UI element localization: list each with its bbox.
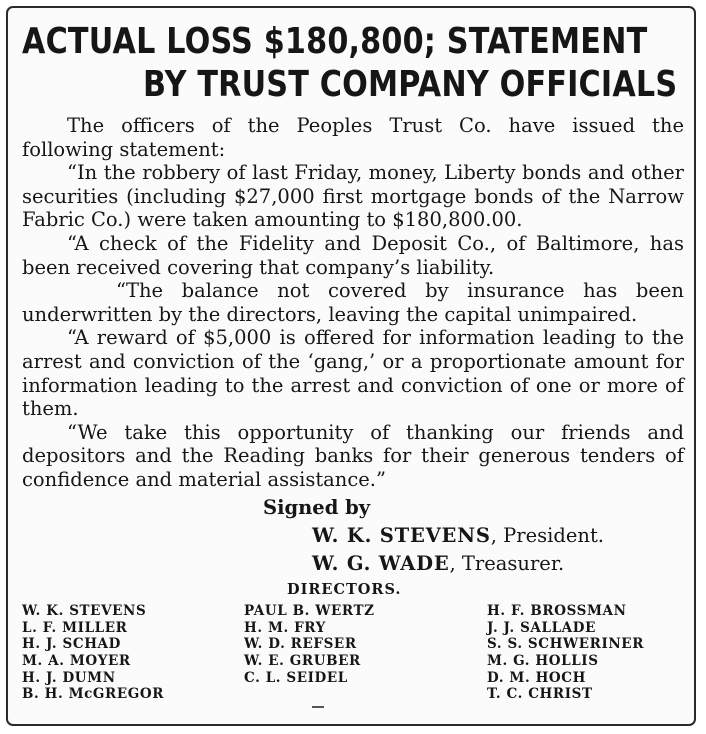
print-mark	[312, 706, 324, 708]
paragraph-check: “A check of the Fidelity and Deposit Co., of Baltimore, has been received covering that company’s liability.	[22, 231, 684, 279]
director-name: W. K. STEVENS	[22, 603, 147, 619]
director-name: H. J. SCHAD	[22, 636, 121, 653]
director-name: S. S. SCHWERINER	[487, 636, 645, 653]
director-name: L. F. MILLER	[22, 619, 128, 636]
director-name: H. F. BROSSMAN	[487, 603, 627, 619]
director-name: M. A. MOYER	[22, 653, 131, 670]
directors-heading: DIRECTORS.	[287, 581, 402, 598]
signatory-name: W. G. WADE	[312, 552, 450, 575]
signatory-name: W. K. STEVENS	[312, 524, 491, 547]
signed-by-label: Signed by	[263, 496, 371, 519]
director-name: PAUL B. WERTZ	[244, 603, 375, 619]
directors-column-1	[22, 603, 164, 703]
director-name: H. M. FRY	[244, 619, 326, 636]
paragraph-balance: “The balance not covered by insurance has been underwritten by the directors, leaving the capital unimpaired.	[22, 279, 684, 326]
director-name: M. G. HOLLIS	[487, 653, 599, 670]
director-name: T. C. CHRIST	[487, 686, 593, 703]
director-name: H. J. DUMN	[22, 669, 116, 686]
signatory-title: , Treasurer.	[449, 552, 565, 575]
director-name: W. E. GRUBER	[244, 653, 361, 670]
director-name: D. M. HOCH	[487, 669, 586, 686]
director-name: C. L. SEIDEL	[244, 669, 348, 686]
paragraph-intro: The officers of the Peoples Trust Co. have issued the following statement:	[22, 114, 684, 161]
article-body	[22, 114, 684, 492]
director-name: J. J. SALLADE	[487, 619, 596, 636]
paragraph-thanks: “We take this opportunity of thanking our friends and depositors and the Reading banks for their generous tenders of confidence and material assistance.”	[22, 420, 684, 491]
directors-column-3	[487, 603, 644, 703]
headline-line-2: BY TRUST COMPANY OFFICIALS	[143, 64, 678, 105]
director-name: B. H. McGREGOR	[22, 686, 165, 703]
directors-column-2	[244, 603, 375, 686]
headline-line-1: ACTUAL LOSS $180,800; STATEMENT	[22, 21, 648, 62]
paragraph-robbery: “In the robbery of last Friday, money, Liberty bonds and other securities (including $27,000 first mortgage bonds of the Narrow Fabric Co.) were taken amounting to $180,800.00.	[22, 161, 684, 232]
signature-treasurer	[312, 552, 564, 575]
signatory-title: , President.	[490, 524, 604, 547]
director-name: W. D. REFSER	[244, 636, 357, 653]
signature-president	[312, 524, 604, 547]
paragraph-reward: “A reward of $5,000 is offered for information leading to the arrest and conviction of the ‘gang,’ or a proportionate amount for information leading to the arrest and conviction of one or more of them.	[22, 326, 684, 421]
